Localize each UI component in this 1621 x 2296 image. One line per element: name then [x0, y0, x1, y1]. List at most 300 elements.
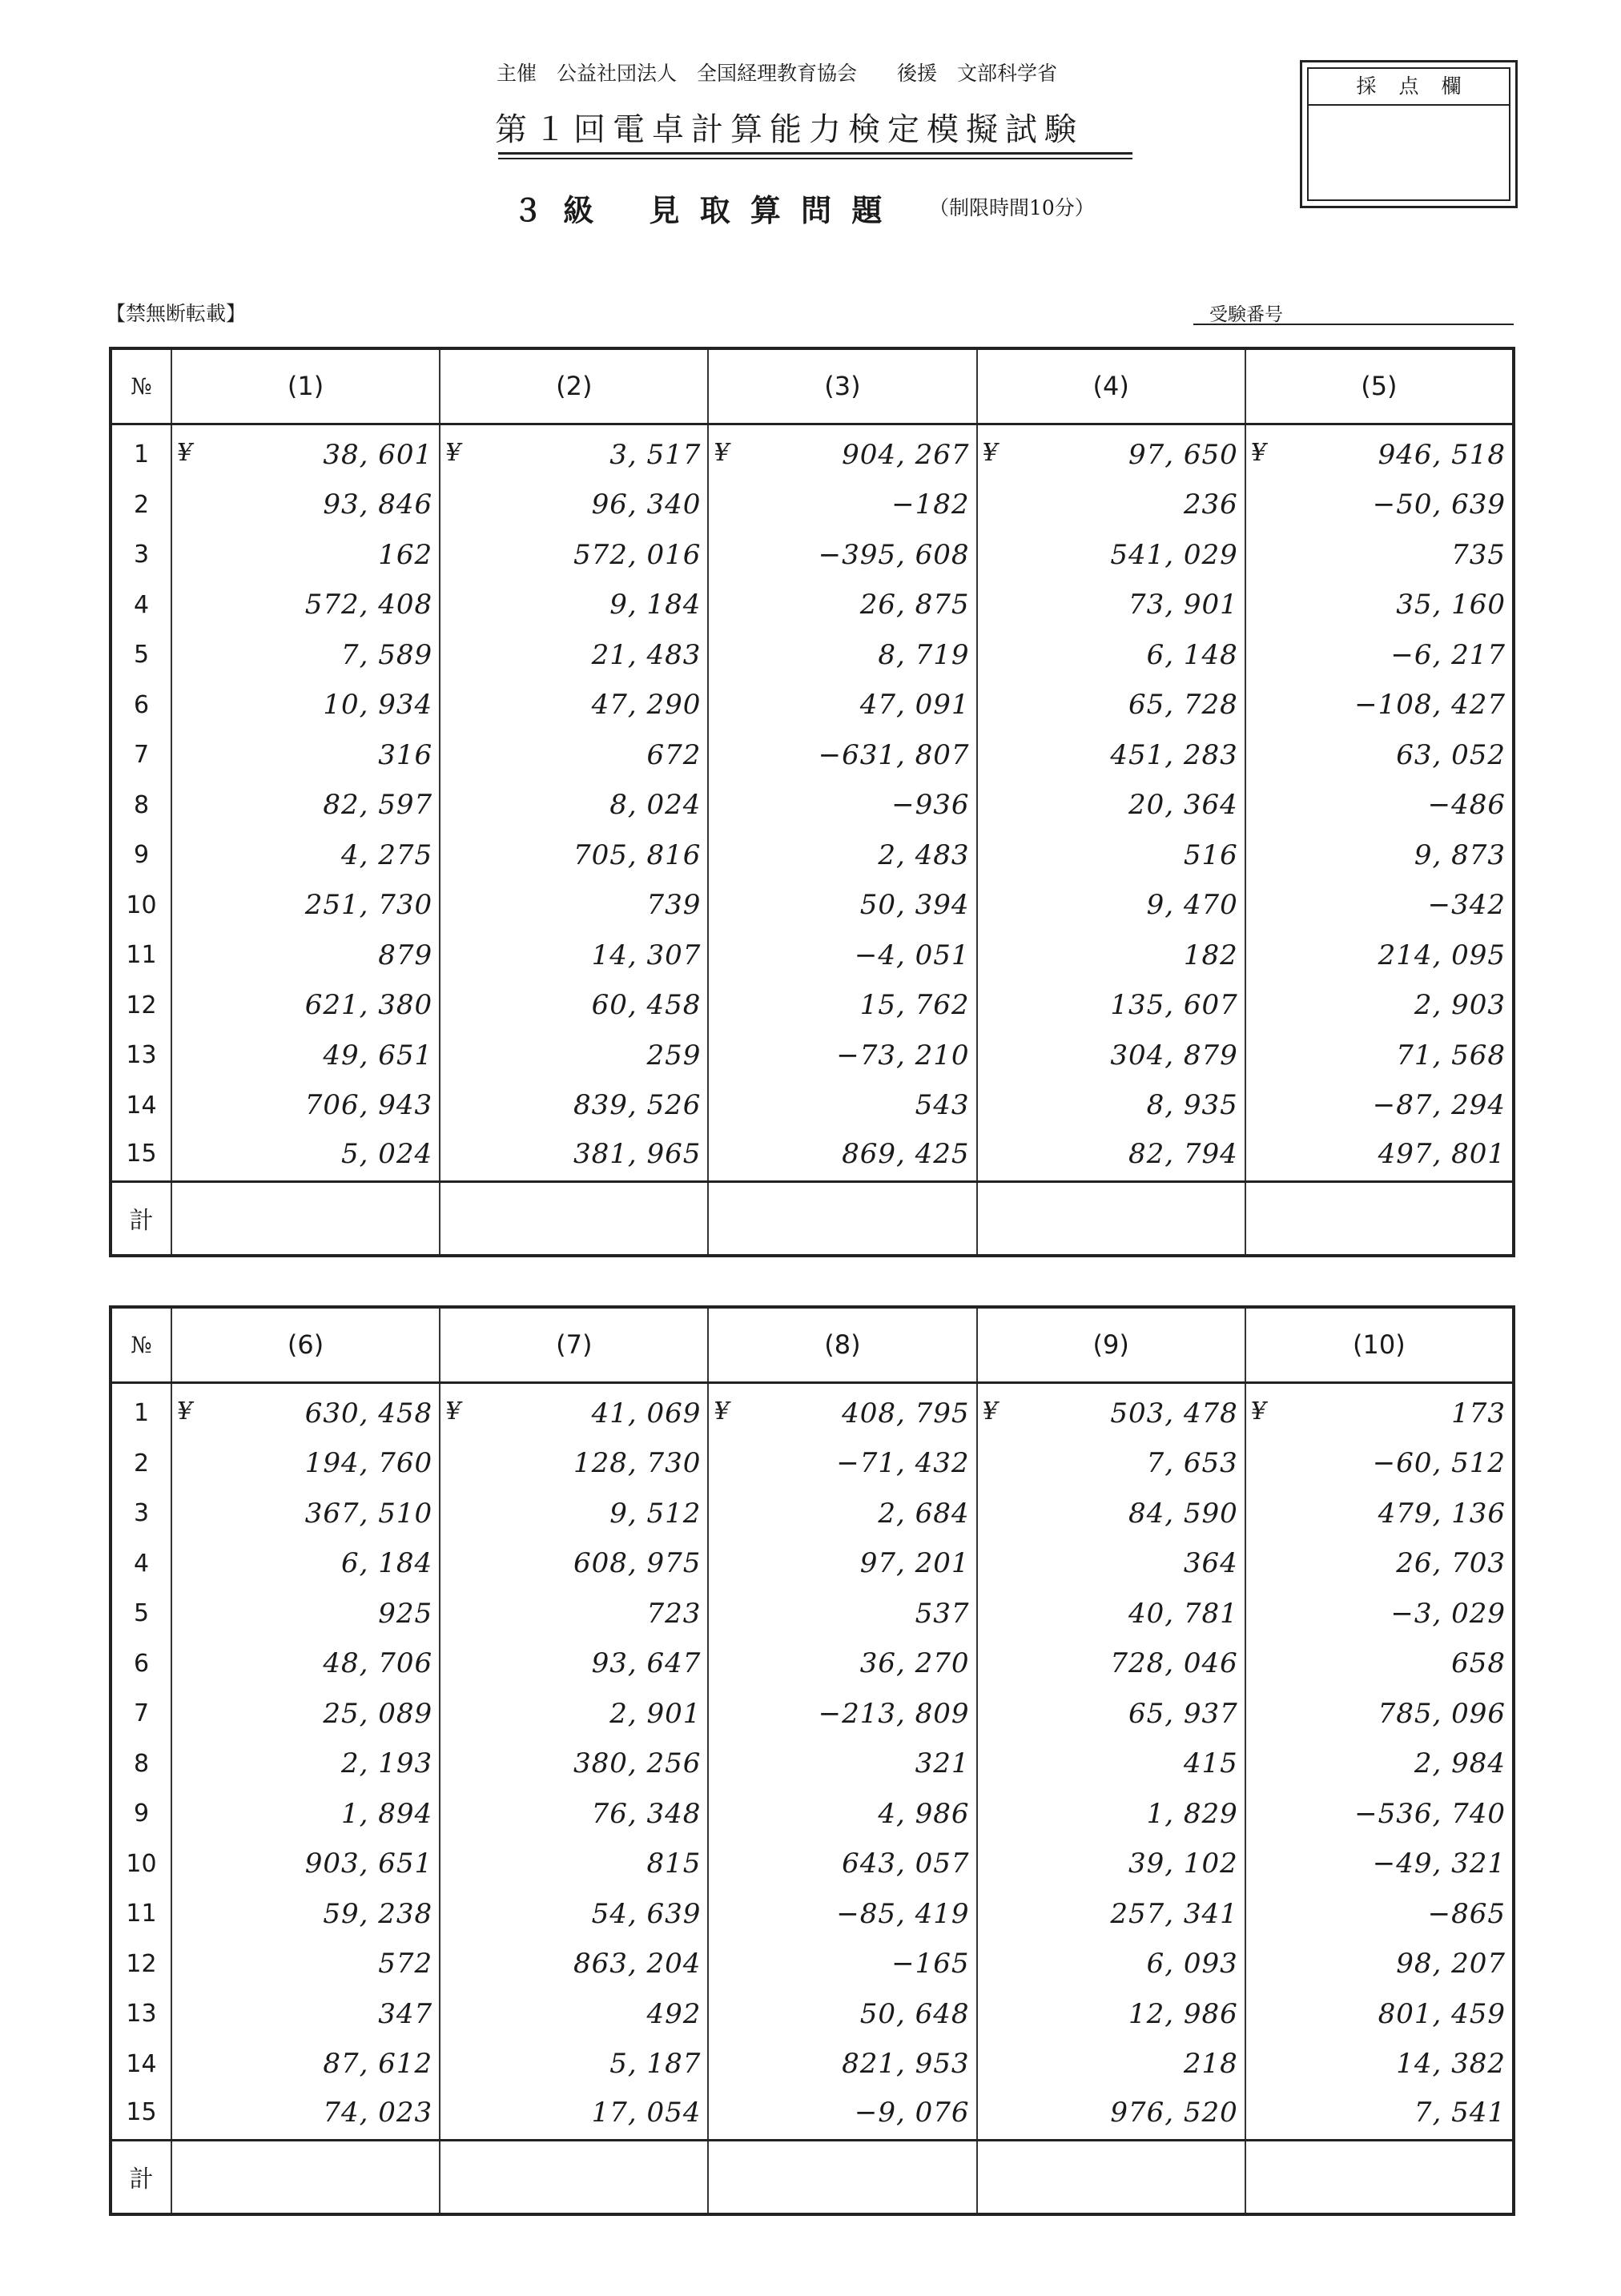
value-text: −486: [1427, 789, 1506, 822]
value-text: 84, 590: [1128, 1497, 1238, 1530]
total-answer-cell[interactable]: [1245, 2141, 1514, 2214]
table-row: [111, 1131, 1514, 1182]
value-cell: [440, 1031, 708, 1081]
value-cell: [171, 1889, 440, 1940]
value-text: 925: [378, 1597, 433, 1630]
value-cell: [440, 530, 708, 581]
value-cell: [171, 580, 440, 630]
value-cell: [171, 1689, 440, 1739]
value-text: 63, 052: [1396, 738, 1506, 771]
value-cell: [977, 480, 1245, 530]
row-number: 3: [111, 530, 171, 581]
value-text: 38, 601: [323, 438, 433, 471]
value-cell: [708, 1538, 976, 1589]
value-text: 74, 023: [323, 2096, 433, 2129]
row-number: 10: [111, 1839, 171, 1889]
value-text: 10, 934: [323, 689, 433, 722]
table-row: [111, 1889, 1514, 1940]
value-cell: [977, 530, 1245, 581]
table-row: [111, 680, 1514, 730]
value-text: 364: [1183, 1547, 1238, 1580]
value-text: −395, 608: [818, 538, 970, 571]
value-text: 2, 193: [341, 1747, 433, 1780]
value-text: 541, 029: [1110, 538, 1238, 571]
value-text: 257, 341: [1110, 1897, 1238, 1930]
value-text: 87, 612: [323, 2048, 433, 2081]
value-text: −536, 740: [1354, 1797, 1506, 1830]
value-cell: [977, 1889, 1245, 1940]
value-cell: [1245, 830, 1514, 881]
value-text: 182: [1183, 939, 1238, 971]
value-cell: [171, 1839, 440, 1889]
value-cell: [977, 1131, 1245, 1182]
yen-sign: ¥: [982, 438, 999, 467]
copyright-notice: 【禁無断転載】: [106, 302, 247, 325]
value-text: 96, 340: [591, 489, 702, 521]
value-cell: [977, 1689, 1245, 1739]
value-text: 516: [1183, 838, 1238, 871]
value-cell: [1245, 1438, 1514, 1489]
value-cell: [1245, 1080, 1514, 1131]
row-number: 9: [111, 830, 171, 881]
value-text: −49, 321: [1372, 1848, 1506, 1880]
value-cell: [1245, 1489, 1514, 1539]
total-row: [111, 1182, 1514, 1256]
table-row: [111, 1839, 1514, 1889]
value-cell: [708, 1382, 976, 1438]
value-cell: [708, 1131, 976, 1182]
value-text: 904, 267: [842, 438, 970, 471]
value-text: 1, 829: [1146, 1797, 1238, 1830]
value-text: 35, 160: [1396, 589, 1506, 621]
value-text: 492: [646, 1997, 702, 2030]
yen-sign: ¥: [714, 438, 730, 467]
value-cell: [708, 680, 976, 730]
row-number: 9: [111, 1789, 171, 1840]
value-cell: [708, 480, 976, 530]
column-header: (7): [440, 1307, 708, 1382]
row-number: 1: [111, 1382, 171, 1438]
value-cell: [1245, 1639, 1514, 1689]
value-text: 630, 458: [304, 1397, 433, 1429]
table-row: [111, 1382, 1514, 1438]
value-text: 801, 459: [1378, 1997, 1506, 2030]
value-cell: [1245, 980, 1514, 1031]
value-cell: [1245, 1739, 1514, 1789]
value-text: 706, 943: [304, 1089, 433, 1122]
sponsor-line: 主催 公益社団法人 全国経理教育協会 後援 文部科学省: [497, 62, 1058, 85]
value-text: 73, 901: [1128, 589, 1238, 621]
value-text: 9, 873: [1414, 838, 1506, 871]
value-cell: [440, 480, 708, 530]
value-cell: [171, 1438, 440, 1489]
value-text: −9, 076: [854, 2096, 970, 2129]
value-cell: [171, 1489, 440, 1539]
row-number: 14: [111, 1080, 171, 1131]
value-cell: [1245, 1538, 1514, 1589]
value-text: 537: [915, 1597, 970, 1630]
total-answer-cell[interactable]: [977, 2141, 1245, 2214]
value-text: 47, 091: [859, 689, 970, 722]
value-text: 347: [378, 1997, 433, 2030]
value-cell: [440, 931, 708, 981]
total-label: 計: [111, 1182, 171, 1256]
value-text: 7, 589: [341, 638, 433, 671]
value-text: 735: [1451, 538, 1506, 571]
table-row: [111, 2039, 1514, 2089]
value-text: 82, 597: [323, 789, 433, 822]
table-row: [111, 2089, 1514, 2141]
table-row: [111, 1739, 1514, 1789]
row-number: 7: [111, 1689, 171, 1739]
title-underline: [498, 152, 1132, 155]
value-text: 415: [1183, 1747, 1238, 1780]
value-text: −342: [1427, 889, 1506, 922]
value-text: 815: [646, 1848, 702, 1880]
value-cell: [1245, 2089, 1514, 2141]
value-cell: [977, 1789, 1245, 1840]
yen-sign: ¥: [714, 1397, 730, 1425]
value-cell: [708, 2089, 976, 2141]
value-cell: [708, 980, 976, 1031]
row-number: 7: [111, 730, 171, 781]
total-answer-cell[interactable]: [171, 1182, 440, 1256]
value-cell: [171, 830, 440, 881]
column-header: (1): [171, 348, 440, 424]
value-text: 14, 382: [1396, 2048, 1506, 2081]
value-text: 903, 651: [304, 1848, 433, 1880]
value-text: 479, 136: [1378, 1497, 1506, 1530]
value-cell: [171, 2089, 440, 2141]
value-text: −73, 210: [836, 1039, 970, 1072]
value-cell: [1245, 1989, 1514, 2040]
value-cell: [708, 880, 976, 931]
row-number: 8: [111, 1739, 171, 1789]
value-text: 15, 762: [859, 989, 970, 1022]
value-cell: [1245, 580, 1514, 630]
value-cell: [977, 1538, 1245, 1589]
value-text: −6, 217: [1390, 638, 1506, 671]
total-answer-cell[interactable]: [708, 1182, 976, 1256]
value-cell: [708, 1789, 976, 1840]
exam-number-field[interactable]: [1193, 300, 1514, 325]
value-cell: [440, 1589, 708, 1639]
value-text: 259: [646, 1039, 702, 1072]
value-text: 39, 102: [1128, 1848, 1238, 1880]
value-cell: [1245, 530, 1514, 581]
row-number: 2: [111, 480, 171, 530]
value-text: 5, 187: [609, 2048, 702, 2081]
value-text: 65, 937: [1128, 1697, 1238, 1730]
value-text: 97, 201: [859, 1547, 970, 1580]
value-cell: [1245, 1939, 1514, 1989]
value-cell: [1245, 1889, 1514, 1940]
value-text: 98, 207: [1396, 1948, 1506, 1980]
value-text: 451, 283: [1110, 738, 1238, 771]
value-text: 36, 270: [859, 1647, 970, 1680]
value-text: −71, 432: [836, 1447, 970, 1480]
table-row: [111, 1080, 1514, 1131]
value-cell: [708, 1031, 976, 1081]
value-cell: [440, 1538, 708, 1589]
value-cell: [1245, 1789, 1514, 1840]
value-cell: [440, 2089, 708, 2141]
value-cell: [440, 1080, 708, 1131]
value-text: 572: [378, 1948, 433, 1980]
value-cell: [440, 880, 708, 931]
value-text: −108, 427: [1354, 689, 1506, 722]
value-text: −631, 807: [818, 738, 970, 771]
column-header: (4): [977, 348, 1245, 424]
value-text: 26, 875: [859, 589, 970, 621]
value-cell: [977, 730, 1245, 781]
value-cell: [1245, 1382, 1514, 1438]
value-text: 863, 204: [573, 1948, 702, 1980]
value-cell: [977, 1939, 1245, 1989]
value-cell: [440, 580, 708, 630]
column-header-no: №: [111, 348, 171, 424]
total-answer-cell[interactable]: [708, 2141, 976, 2214]
value-text: 8, 719: [878, 638, 970, 671]
value-text: 8, 935: [1146, 1089, 1238, 1122]
value-cell: [171, 680, 440, 730]
value-text: 316: [378, 738, 433, 771]
value-cell: [171, 980, 440, 1031]
problem-table-2: [109, 1305, 1515, 2216]
yen-sign: ¥: [177, 438, 194, 467]
value-cell: [1245, 730, 1514, 781]
value-cell: [171, 1589, 440, 1639]
value-cell: [708, 1438, 976, 1489]
value-cell: [708, 1939, 976, 1989]
row-number: 2: [111, 1438, 171, 1489]
value-cell: [977, 1589, 1245, 1639]
value-cell: [977, 580, 1245, 630]
value-text: 9, 470: [1146, 889, 1238, 922]
value-cell: [171, 730, 440, 781]
value-text: 7, 653: [1146, 1447, 1238, 1480]
value-cell: [708, 1889, 976, 1940]
value-cell: [171, 630, 440, 681]
row-number: 13: [111, 1989, 171, 2040]
value-text: 321: [915, 1747, 970, 1780]
total-answer-cell[interactable]: [1245, 1182, 1514, 1256]
table-row: [111, 1538, 1514, 1589]
value-text: 97, 650: [1128, 438, 1238, 471]
value-cell: [977, 830, 1245, 881]
title-underline-double: [498, 158, 1132, 159]
value-text: 50, 394: [859, 889, 970, 922]
row-number: 3: [111, 1489, 171, 1539]
value-cell: [171, 780, 440, 830]
total-answer-cell[interactable]: [977, 1182, 1245, 1256]
value-text: 4, 986: [878, 1797, 970, 1830]
value-text: 658: [1451, 1647, 1506, 1680]
value-text: 93, 647: [591, 1647, 702, 1680]
value-text: 50, 648: [859, 1997, 970, 2030]
value-cell: [708, 931, 976, 981]
value-cell: [1245, 931, 1514, 981]
value-text: −85, 419: [836, 1897, 970, 1930]
row-number: 12: [111, 1939, 171, 1989]
value-text: 21, 483: [591, 638, 702, 671]
value-cell: [171, 880, 440, 931]
column-header: (2): [440, 348, 708, 424]
value-cell: [171, 1131, 440, 1182]
value-cell: [977, 1989, 1245, 2040]
value-cell: [977, 780, 1245, 830]
column-header: (5): [1245, 348, 1514, 424]
value-cell: [708, 1489, 976, 1539]
table-row: [111, 1989, 1514, 2040]
value-text: 135, 607: [1110, 989, 1238, 1022]
value-text: −936: [891, 789, 970, 822]
value-cell: [171, 1538, 440, 1589]
yen-sign: ¥: [445, 438, 462, 467]
row-number: 6: [111, 680, 171, 730]
value-cell: [171, 931, 440, 981]
column-header-no: №: [111, 1307, 171, 1382]
table-row: [111, 980, 1514, 1031]
yen-sign: ¥: [445, 1397, 462, 1425]
total-answer-cell[interactable]: [171, 2141, 440, 2214]
value-cell: [440, 730, 708, 781]
value-cell: [440, 1689, 708, 1739]
table-row: [111, 1589, 1514, 1639]
value-cell: [1245, 1589, 1514, 1639]
value-text: 41, 069: [591, 1397, 702, 1429]
value-cell: [977, 680, 1245, 730]
row-number: 11: [111, 1889, 171, 1940]
total-answer-cell[interactable]: [440, 1182, 708, 1256]
row-number: 8: [111, 780, 171, 830]
value-cell: [171, 1080, 440, 1131]
value-text: 6, 148: [1146, 638, 1238, 671]
exam-number-label: 受験番号: [1209, 304, 1283, 325]
value-cell: [171, 1382, 440, 1438]
value-cell: [171, 1639, 440, 1689]
value-text: 25, 089: [323, 1697, 433, 1730]
value-text: 976, 520: [1110, 2096, 1238, 2129]
row-number: 14: [111, 2039, 171, 2089]
table-row: [111, 1639, 1514, 1689]
value-cell: [977, 2039, 1245, 2089]
value-cell: [708, 630, 976, 681]
value-cell: [171, 1739, 440, 1789]
value-text: −182: [891, 489, 970, 521]
table-row: [111, 1789, 1514, 1840]
value-cell: [977, 2089, 1245, 2141]
value-text: 705, 816: [573, 838, 702, 871]
value-cell: [171, 480, 440, 530]
value-cell: [977, 424, 1245, 480]
value-cell: [708, 2039, 976, 2089]
row-number: 10: [111, 880, 171, 931]
value-cell: [440, 1889, 708, 1940]
total-row: [111, 2141, 1514, 2214]
value-cell: [708, 830, 976, 881]
value-cell: [440, 424, 708, 480]
yen-sign: ¥: [177, 1397, 194, 1425]
value-cell: [1245, 630, 1514, 681]
value-text: 82, 794: [1128, 1137, 1238, 1170]
value-text: 60, 458: [591, 989, 702, 1022]
value-text: 9, 184: [609, 589, 702, 621]
table-row: [111, 580, 1514, 630]
value-cell: [977, 880, 1245, 931]
value-text: 9, 512: [609, 1497, 702, 1530]
value-text: 47, 290: [591, 689, 702, 722]
value-cell: [977, 630, 1245, 681]
value-text: 251, 730: [304, 889, 433, 922]
table-row: [111, 1689, 1514, 1739]
table-row: [111, 480, 1514, 530]
value-text: 93, 846: [323, 489, 433, 521]
value-cell: [440, 830, 708, 881]
value-text: 162: [378, 538, 433, 571]
value-text: 236: [1183, 489, 1238, 521]
value-cell: [440, 2039, 708, 2089]
value-cell: [171, 1031, 440, 1081]
value-text: 40, 781: [1128, 1597, 1238, 1630]
value-text: 218: [1183, 2048, 1238, 2081]
table-row: [111, 931, 1514, 981]
value-cell: [1245, 1839, 1514, 1889]
value-text: 608, 975: [573, 1547, 702, 1580]
row-number: 11: [111, 931, 171, 981]
value-text: 543: [915, 1089, 970, 1122]
value-text: 4, 275: [341, 838, 433, 871]
value-cell: [1245, 1689, 1514, 1739]
value-text: 65, 728: [1128, 689, 1238, 722]
value-cell: [977, 931, 1245, 981]
value-cell: [171, 1789, 440, 1840]
value-text: 621, 380: [304, 989, 433, 1022]
value-text: 2, 684: [878, 1497, 970, 1530]
value-cell: [440, 1438, 708, 1489]
value-text: 3, 517: [609, 438, 702, 471]
value-text: 59, 238: [323, 1897, 433, 1930]
value-text: 49, 651: [323, 1039, 433, 1072]
yen-sign: ¥: [982, 1397, 999, 1425]
value-cell: [171, 1939, 440, 1989]
value-cell: [440, 1639, 708, 1689]
row-number: 15: [111, 1131, 171, 1182]
value-cell: [171, 1989, 440, 2040]
value-cell: [708, 780, 976, 830]
column-header: (3): [708, 348, 976, 424]
value-text: 6, 093: [1146, 1948, 1238, 1980]
value-cell: [977, 1438, 1245, 1489]
value-text: 643, 057: [842, 1848, 970, 1880]
value-cell: [977, 1839, 1245, 1889]
table-row: [111, 1489, 1514, 1539]
row-number: 6: [111, 1639, 171, 1689]
value-text: −87, 294: [1372, 1089, 1506, 1122]
value-text: 304, 879: [1110, 1039, 1238, 1072]
value-cell: [708, 1080, 976, 1131]
value-cell: [1245, 1031, 1514, 1081]
value-cell: [440, 980, 708, 1031]
value-cell: [171, 2039, 440, 2089]
value-cell: [708, 1989, 976, 2040]
total-answer-cell[interactable]: [440, 2141, 708, 2214]
value-text: 367, 510: [304, 1497, 433, 1530]
value-cell: [708, 1739, 976, 1789]
value-text: 6, 184: [341, 1547, 433, 1580]
row-number: 15: [111, 2089, 171, 2141]
value-cell: [1245, 424, 1514, 480]
